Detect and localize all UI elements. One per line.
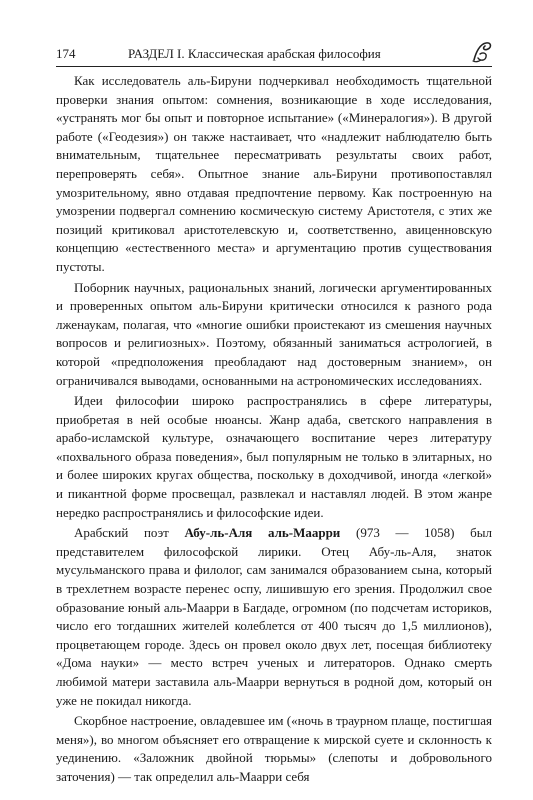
running-head: РАЗДЕЛ I. Классическая арабская философия bbox=[128, 46, 381, 61]
person-name: Абу-ль-Аля аль-Маарри bbox=[184, 525, 341, 541]
page-number: 174 bbox=[56, 46, 76, 61]
page-header bbox=[56, 44, 496, 64]
paragraph-lead: Арабский поэт bbox=[74, 525, 185, 541]
paragraph-rest: (973 — 1058) был представителем философской лирики. Отец Абу-ль-Аля, знаток мусульманского права и филолог, сам занимался образованием сына, который в трехлетнем возрасте перенес оспу, лишившую его зрения. Продолжил свое образование юный аль-Маарри в Багдаде, огромном (по подсчетам историков, число его тогдашних жителей колеблется от 400 тысяч до 1,5 миллионов), процветающем городе. Здесь он провел около двух лет, посещая библиотеку «Дома науки» — место встреч ученых и литераторов. Однако смерть любимой матери заставила аль-Маарри вернуться в родной дом, который он уже не покидал никогда. bbox=[56, 525, 493, 708]
body-text bbox=[56, 72, 492, 789]
paragraph: Как исследователь аль-Бируни подчеркивал необходимость тщательной проверки знания опытом: сомнения, возникающие в ходе исследования, «устранять мог бы опыт и повторное испытание» («Минералогия»). В другой работе («Геодезия») он также настаивает, что «надлежит наблюдателю быть внимательным, тщательнее пересматривать результаты своих работ, перепроверять себя». Опытное знание аль-Бируни противопоставлял умозрительному, явно отдавая предпочтение первому. Как построенную на умозрении подвергал сомнению космическую систему Аристотеля, с этих же позиций критиковал аристотелевскую и, соответственно, авиценновскую концепцию «естественного места» и аргументацию против существования пустоты. bbox=[56, 73, 492, 274]
paragraph: Идеи философии широко распространялись в сфере литературы, приобретая в ней особые нюансы. Жанр адаба, светского направления в арабо-исламской культуре, означающего воспитание через литературу «похвального образа поведения», был популярным не только в элитарных, но и более широких кругах общества, поскольку в доходчивой, иногда «легкой» и пикантной форме просвещал, развлекал и наставлял людей. В этом жанре нередко распространялись и философские идеи. bbox=[56, 393, 492, 520]
header-rule bbox=[56, 66, 492, 67]
paragraph bbox=[56, 524, 492, 710]
flourish-ornament bbox=[470, 40, 496, 64]
paragraph: Скорбное настроение, овладевшее им («ночь в траурном плаще, постигшая меня»), во многом объясняет его отвращение к мирской суете и склонность к уединению. «Заложник двойной тюрьмы» (слепоты и добровольного заточения) — так определил аль-Маарри себя bbox=[56, 713, 492, 784]
paragraph: Поборник научных, рациональных знаний, логически аргументированных и проверенных опытом аль-Бируни критически относился к разного рода лженаукам, полагая, что «многие ошибки проистекают из смешения научных вопросов и религиозных». Поэтому, обязанный заниматься астрологией, в которой «предположения преобладают над достоверным знанием», он ограничивался выводами, основанными на астрономических исследованиях. bbox=[56, 279, 492, 388]
